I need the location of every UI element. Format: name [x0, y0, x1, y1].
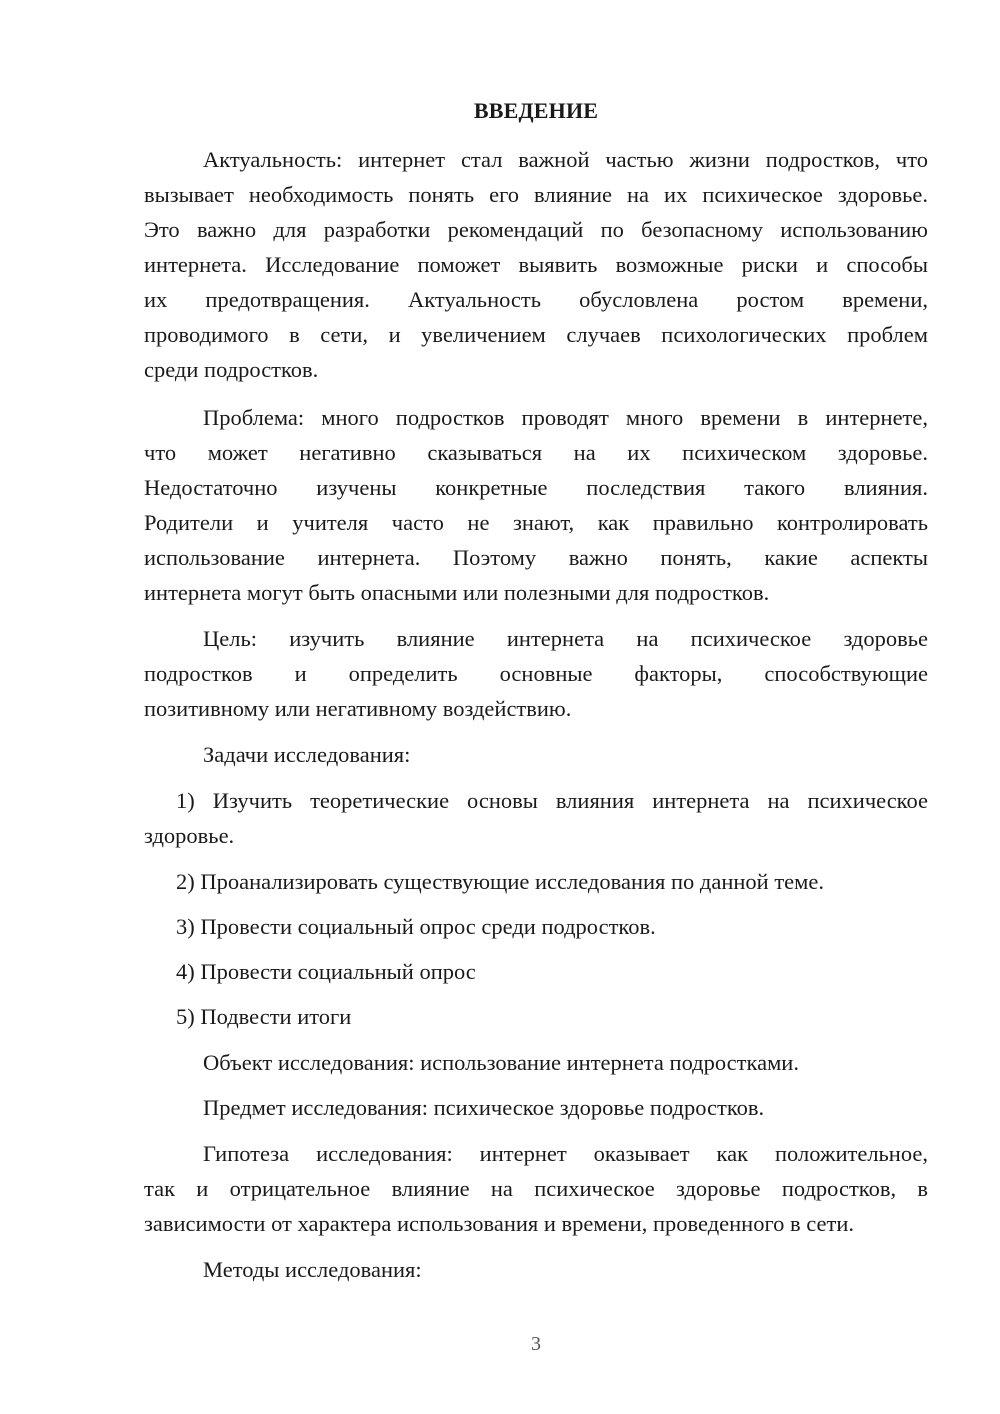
- section-heading: ВВЕДЕНИЕ: [473, 98, 599, 123]
- task-item-1: [144, 783, 928, 853]
- problem-paragraph: [144, 400, 928, 610]
- methods-paragraph: [144, 1252, 928, 1287]
- paragraph-line: Предмет исследования: психическое здоровье подростков.: [203, 1095, 765, 1120]
- paragraph-line: Методы исследования:: [203, 1257, 422, 1282]
- paragraph-line: вызывает необходимость понять его влияние на их психическое здоровье.: [144, 182, 928, 207]
- paragraph-line: так и отрицательное влияние на психическое здоровье подростков, в: [144, 1176, 928, 1201]
- goal-paragraph: [144, 621, 928, 726]
- paragraph-line: что может негативно сказываться на их психическом здоровье.: [144, 440, 928, 465]
- paragraph-line: 5) Подвести итоги: [176, 1004, 352, 1029]
- paragraph-line: позитивному или негативному воздействию.: [144, 696, 572, 721]
- paragraph-line: подростков и определить основные факторы, способствующие: [144, 661, 928, 686]
- paragraph-line: Актуальность: интернет стал важной частью жизни подростков, что: [203, 147, 928, 172]
- page-number: 3: [531, 1333, 541, 1355]
- relevance-paragraph: [144, 142, 928, 387]
- paragraph-line: зависимости от характера использования и времени, проведенного в сети.: [144, 1211, 855, 1236]
- task-item-3: [144, 909, 928, 944]
- hypothesis-paragraph: [144, 1136, 928, 1241]
- paragraph-line: 4) Провести социальный опрос: [176, 959, 476, 984]
- paragraph-line: Цель: изучить влияние интернета на психическое здоровье: [203, 626, 928, 651]
- paragraph-line: Это важно для разработки рекомендаций по безопасному использованию: [144, 217, 928, 242]
- paragraph-line: 2) Проанализировать существующие исследования по данной теме.: [176, 869, 825, 894]
- paragraph-line: 3) Провести социальный опрос среди подростков.: [176, 914, 656, 939]
- object-paragraph: [144, 1045, 928, 1080]
- paragraph-line: их предотвращения. Актуальность обусловлена ростом времени,: [144, 287, 928, 312]
- task-item-5: [144, 999, 928, 1034]
- paragraph-line: Родители и учителя часто не знают, как правильно контролировать: [144, 510, 928, 535]
- task-item-4: [144, 954, 928, 989]
- paragraph-line: интернета. Исследование поможет выявить возможные риски и способы: [144, 252, 928, 277]
- subject-paragraph: [144, 1090, 928, 1125]
- paragraph-line: Объект исследования: использование интернета подростками.: [203, 1050, 799, 1075]
- paragraph-line: Недостаточно изучены конкретные последствия такого влияния.: [144, 475, 928, 500]
- task-item-2: [144, 864, 928, 899]
- paragraph-line: среди подростков.: [144, 357, 319, 382]
- paragraph-line: 1) Изучить теоретические основы влияния интернета на психическое: [176, 788, 928, 813]
- paragraph-line: проводимого в сети, и увеличением случаев психологических проблем: [144, 322, 928, 347]
- paragraph-line: Гипотеза исследования: интернет оказывает как положительное,: [203, 1141, 928, 1166]
- tasks-heading: [144, 737, 928, 772]
- paragraph-line: здоровье.: [144, 823, 235, 848]
- paragraph-line: использование интернета. Поэтому важно понять, какие аспекты: [144, 545, 928, 570]
- paragraph-line: интернета могут быть опасными или полезными для подростков.: [144, 580, 770, 605]
- paragraph-line: Проблема: много подростков проводят много времени в интернете,: [203, 405, 928, 430]
- paragraph-line: Задачи исследования:: [203, 742, 411, 767]
